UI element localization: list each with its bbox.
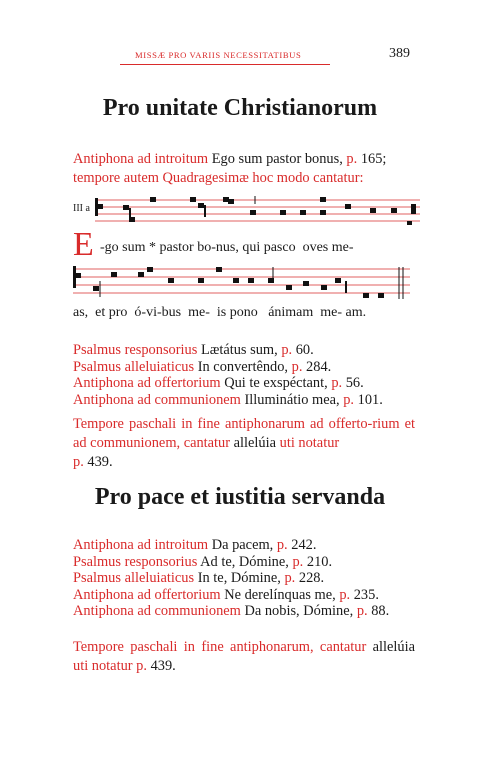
- list-item: Psalmus alleluiaticus In convertêndo, p. 284.: [73, 358, 332, 375]
- easter-note-peace: Tempore paschali in fine antiphonarum, cantatur allelúia uti notatur p. 439.: [73, 639, 415, 674]
- introit-text: Ego sum pastor bonus,: [208, 151, 347, 167]
- propers-list-peace: [73, 537, 418, 620]
- list-item: Antiphona ad communionem Da nobis, Dómine, p. 88.: [73, 603, 390, 619]
- running-head-rule: [120, 64, 330, 65]
- section-title-peace: Pro pace et iustitia servanda: [94, 484, 386, 510]
- list-item: Antiphona ad offertorium Ne derelínquas me, p. 235.: [73, 586, 379, 603]
- introit-p: p.: [346, 151, 358, 167]
- introit-line: [73, 150, 423, 169]
- page-number: 389: [389, 46, 410, 61]
- section-title-unity: Pro unitate Christianorum: [102, 95, 378, 121]
- easter-note-unity: Tempore paschali in fine antiphonarum ad offerto-rium et ad communionem, cantatur allelúia uti notatur: [73, 416, 415, 451]
- chant-lyrics-1: -go sum * pastor bo-nus, qui pasco oves me-: [100, 240, 354, 255]
- list-item: Psalmus alleluiaticus In te, Dómine, p. 228.: [73, 570, 325, 586]
- introit-page: 165;: [357, 151, 387, 167]
- list-item: Antiphona ad introitum Da pacem, p. 242.: [73, 537, 317, 553]
- chant-initial: E: [73, 226, 94, 263]
- list-item: Psalmus responsorius Ad te, Dómine, p. 210.: [73, 553, 333, 570]
- list-item: Psalmus responsorius Lætátus sum, p. 60.: [73, 342, 314, 358]
- propers-list-unity: [73, 342, 418, 408]
- chant-staff-1: [95, 196, 420, 228]
- list-item: Antiphona ad offertorium Qui te exspéctant, p. 56.: [73, 375, 364, 391]
- chant-mode: III a: [73, 203, 90, 214]
- easter-note-unity-ref: p. 439.: [73, 454, 113, 470]
- lent-rubric: tempore autem Quadragesimæ hoc modo cantatur:: [73, 170, 364, 186]
- list-item: Antiphona ad communionem Illuminátio mea, p. 101.: [73, 391, 383, 408]
- running-head-title: MISSÆ PRO VARIIS NECESSITATIBUS: [135, 50, 302, 60]
- introit-label: Antiphona ad introitum: [73, 151, 209, 167]
- chant-staff-2: [73, 263, 420, 303]
- chant-lyrics-2: as, et pro ó-vi-bus me- is pono ánimam me- am.: [73, 305, 367, 320]
